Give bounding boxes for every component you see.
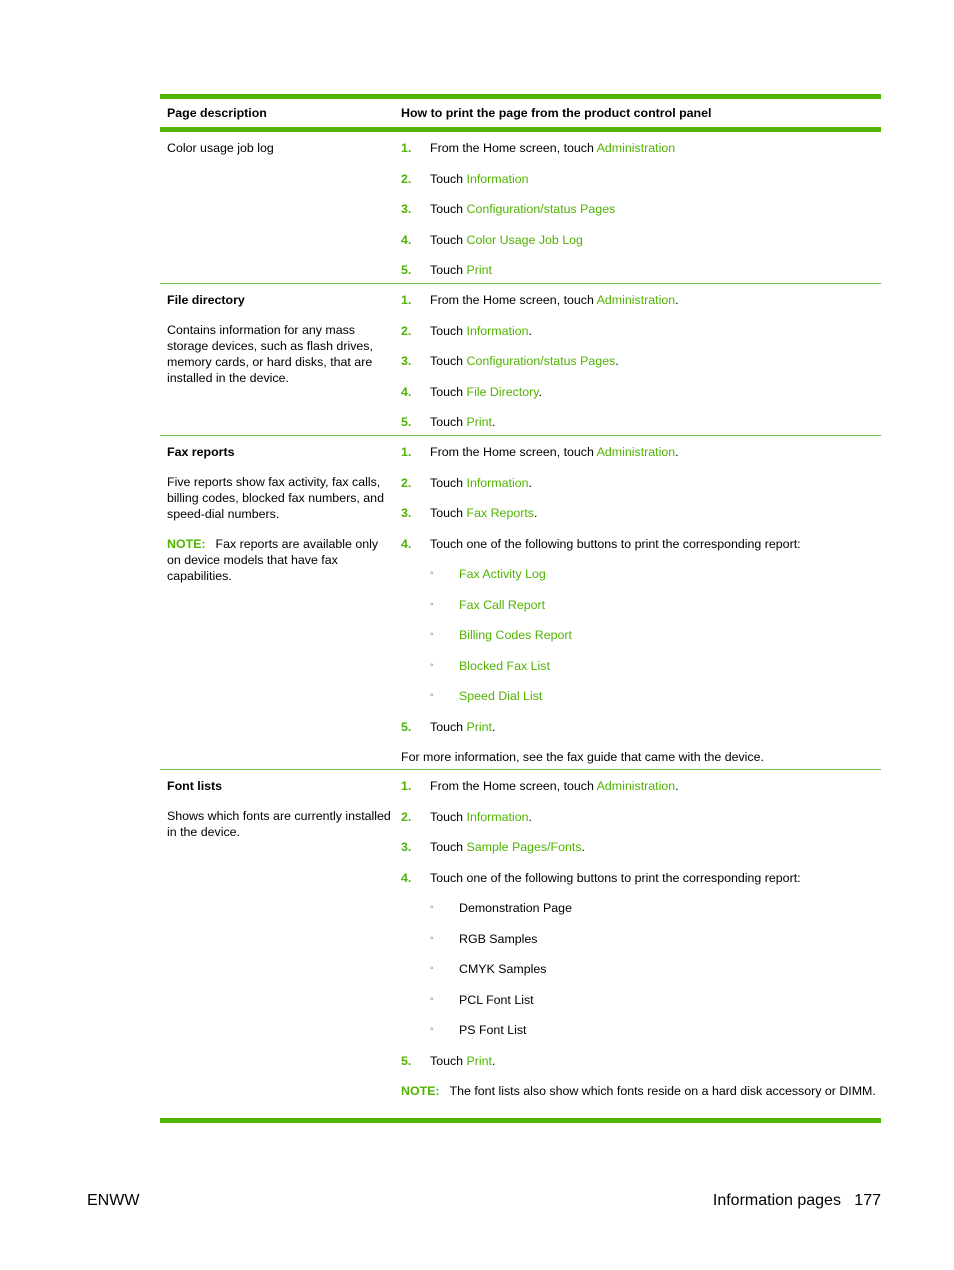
menu-link[interactable]: Administration bbox=[596, 141, 676, 155]
footer-section-title: Information pages bbox=[712, 1192, 841, 1209]
circle-bullet-icon: ◦ bbox=[430, 659, 434, 671]
step: 4. Touch File Directory. bbox=[401, 384, 543, 399]
menu-link[interactable]: File Directory bbox=[466, 384, 539, 399]
row-title: File directory bbox=[167, 293, 245, 307]
menu-link[interactable]: Administration bbox=[596, 445, 676, 459]
circle-bullet-icon: ◦ bbox=[430, 568, 434, 579]
menu-link[interactable]: Information bbox=[466, 171, 529, 186]
footer-right bbox=[713, 1192, 881, 1210]
report-link[interactable]: Billing Codes Report bbox=[459, 628, 572, 642]
note-label: NOTE: bbox=[167, 537, 206, 551]
step: 3. Touch Configuration/status Pages. bbox=[401, 354, 619, 368]
circle-bullet-icon: ◦ bbox=[430, 932, 434, 944]
circle-bullet-icon: ◦ bbox=[430, 902, 434, 913]
circle-bullet-icon: ◦ bbox=[430, 690, 434, 701]
sub-item bbox=[401, 627, 881, 658]
menu-link[interactable]: Print bbox=[466, 1053, 492, 1068]
row-description: Five reports show fax activity, fax calls, billing codes, blocked fax numbers, and speed-dial numbers. bbox=[167, 475, 384, 521]
circle-bullet-icon: ◦ bbox=[430, 629, 434, 640]
row-title: Fax reports bbox=[167, 445, 235, 459]
menu-link[interactable]: Print bbox=[466, 263, 492, 277]
menu-link[interactable]: Administration bbox=[596, 779, 676, 793]
sub-item bbox=[401, 900, 881, 931]
table-row-file-directory bbox=[160, 284, 881, 435]
menu-link[interactable]: Administration bbox=[596, 293, 676, 307]
report-name: CMYK Samples bbox=[459, 962, 547, 976]
step: 5. Touch Print. bbox=[401, 415, 496, 429]
header-page-description: Page description bbox=[167, 106, 267, 120]
circle-bullet-icon: ◦ bbox=[430, 598, 434, 610]
circle-bullet-icon: ◦ bbox=[430, 993, 434, 1005]
page-number: 177 bbox=[854, 1192, 881, 1209]
step: 1. From the Home screen, touch Administration. bbox=[401, 293, 679, 307]
step: 2. Touch Information. bbox=[401, 475, 532, 490]
row-note: NOTE: Fax reports are available only on device models that have fax capabilities. bbox=[167, 537, 379, 583]
report-link[interactable]: Fax Activity Log bbox=[459, 567, 546, 581]
step: 1. From the Home screen, touch Administration bbox=[401, 141, 676, 155]
sub-item bbox=[401, 688, 881, 719]
step: 3. Touch Fax Reports. bbox=[401, 506, 538, 520]
step: 5. Touch Print. bbox=[401, 1053, 496, 1068]
report-name: PCL Font List bbox=[459, 992, 534, 1007]
menu-link[interactable]: Information bbox=[466, 809, 529, 824]
sub-item bbox=[401, 931, 881, 962]
report-link[interactable]: Speed Dial List bbox=[459, 689, 543, 703]
menu-link[interactable]: Sample Pages/Fonts bbox=[466, 840, 582, 854]
print-pages-table bbox=[160, 94, 881, 1123]
menu-link[interactable]: Print bbox=[466, 415, 492, 429]
circle-bullet-icon: ◦ bbox=[430, 963, 434, 974]
circle-bullet-icon: ◦ bbox=[430, 1024, 434, 1035]
sub-item bbox=[401, 566, 881, 597]
step: 2. Touch Information bbox=[401, 171, 529, 186]
step: 4. Touch Color Usage Job Log bbox=[401, 232, 583, 247]
note-label: NOTE: bbox=[401, 1084, 440, 1098]
table-bottom-rule bbox=[160, 1118, 881, 1123]
step: 4. Touch one of the following buttons to print the corresponding report: bbox=[401, 870, 801, 885]
menu-link[interactable]: Color Usage Job Log bbox=[466, 232, 583, 247]
step: 2. Touch Information. bbox=[401, 809, 532, 824]
menu-link[interactable]: Print bbox=[466, 719, 492, 734]
footer-left: ENWW bbox=[87, 1192, 140, 1209]
table-header bbox=[160, 99, 881, 127]
report-link[interactable]: Blocked Fax List bbox=[459, 658, 550, 673]
table-row-color-usage bbox=[160, 132, 881, 283]
row-description: Shows which fonts are currently installed in the device. bbox=[167, 809, 391, 839]
step: 5. Touch Print bbox=[401, 263, 492, 277]
table-row-fax-reports bbox=[160, 436, 881, 769]
header-how-to-print: How to print the page from the product control panel bbox=[401, 106, 712, 120]
report-name: RGB Samples bbox=[459, 931, 538, 946]
sub-item bbox=[401, 658, 881, 689]
font-lists-note: NOTE: The font lists also show which fonts reside on a hard disk accessory or DIMM. bbox=[401, 1084, 876, 1098]
step: 5. Touch Print. bbox=[401, 719, 496, 734]
menu-link[interactable]: Fax Reports bbox=[466, 506, 534, 520]
sub-item bbox=[401, 961, 881, 992]
step: 3. Touch Sample Pages/Fonts. bbox=[401, 840, 585, 854]
report-name: Demonstration Page bbox=[459, 901, 572, 915]
step: 4. Touch one of the following buttons to print the corresponding report: bbox=[401, 536, 801, 551]
table-row-font-lists bbox=[160, 770, 881, 1118]
step: 1. From the Home screen, touch Administration. bbox=[401, 445, 679, 459]
menu-link[interactable]: Configuration/status Pages bbox=[466, 354, 616, 368]
step: 1. From the Home screen, touch Administration. bbox=[401, 779, 679, 793]
sub-item bbox=[401, 597, 881, 628]
report-name: PS Font List bbox=[459, 1023, 527, 1037]
row-title: Color usage job log bbox=[167, 141, 274, 155]
menu-link[interactable]: Configuration/status Pages bbox=[466, 202, 616, 216]
row-description: Contains information for any mass storage devices, such as flash drives, memory cards, or hard disks, that are installed in the device. bbox=[167, 323, 373, 385]
fax-more-info: For more information, see the fax guide that came with the device. bbox=[401, 750, 764, 764]
row-title: Font lists bbox=[167, 779, 223, 793]
step: 3. Touch Configuration/status Pages bbox=[401, 202, 616, 216]
report-link[interactable]: Fax Call Report bbox=[459, 597, 546, 612]
sub-item bbox=[401, 1022, 881, 1053]
menu-link[interactable]: Information bbox=[466, 323, 529, 338]
step: 2. Touch Information. bbox=[401, 323, 532, 338]
sub-item bbox=[401, 992, 881, 1023]
menu-link[interactable]: Information bbox=[466, 475, 529, 490]
